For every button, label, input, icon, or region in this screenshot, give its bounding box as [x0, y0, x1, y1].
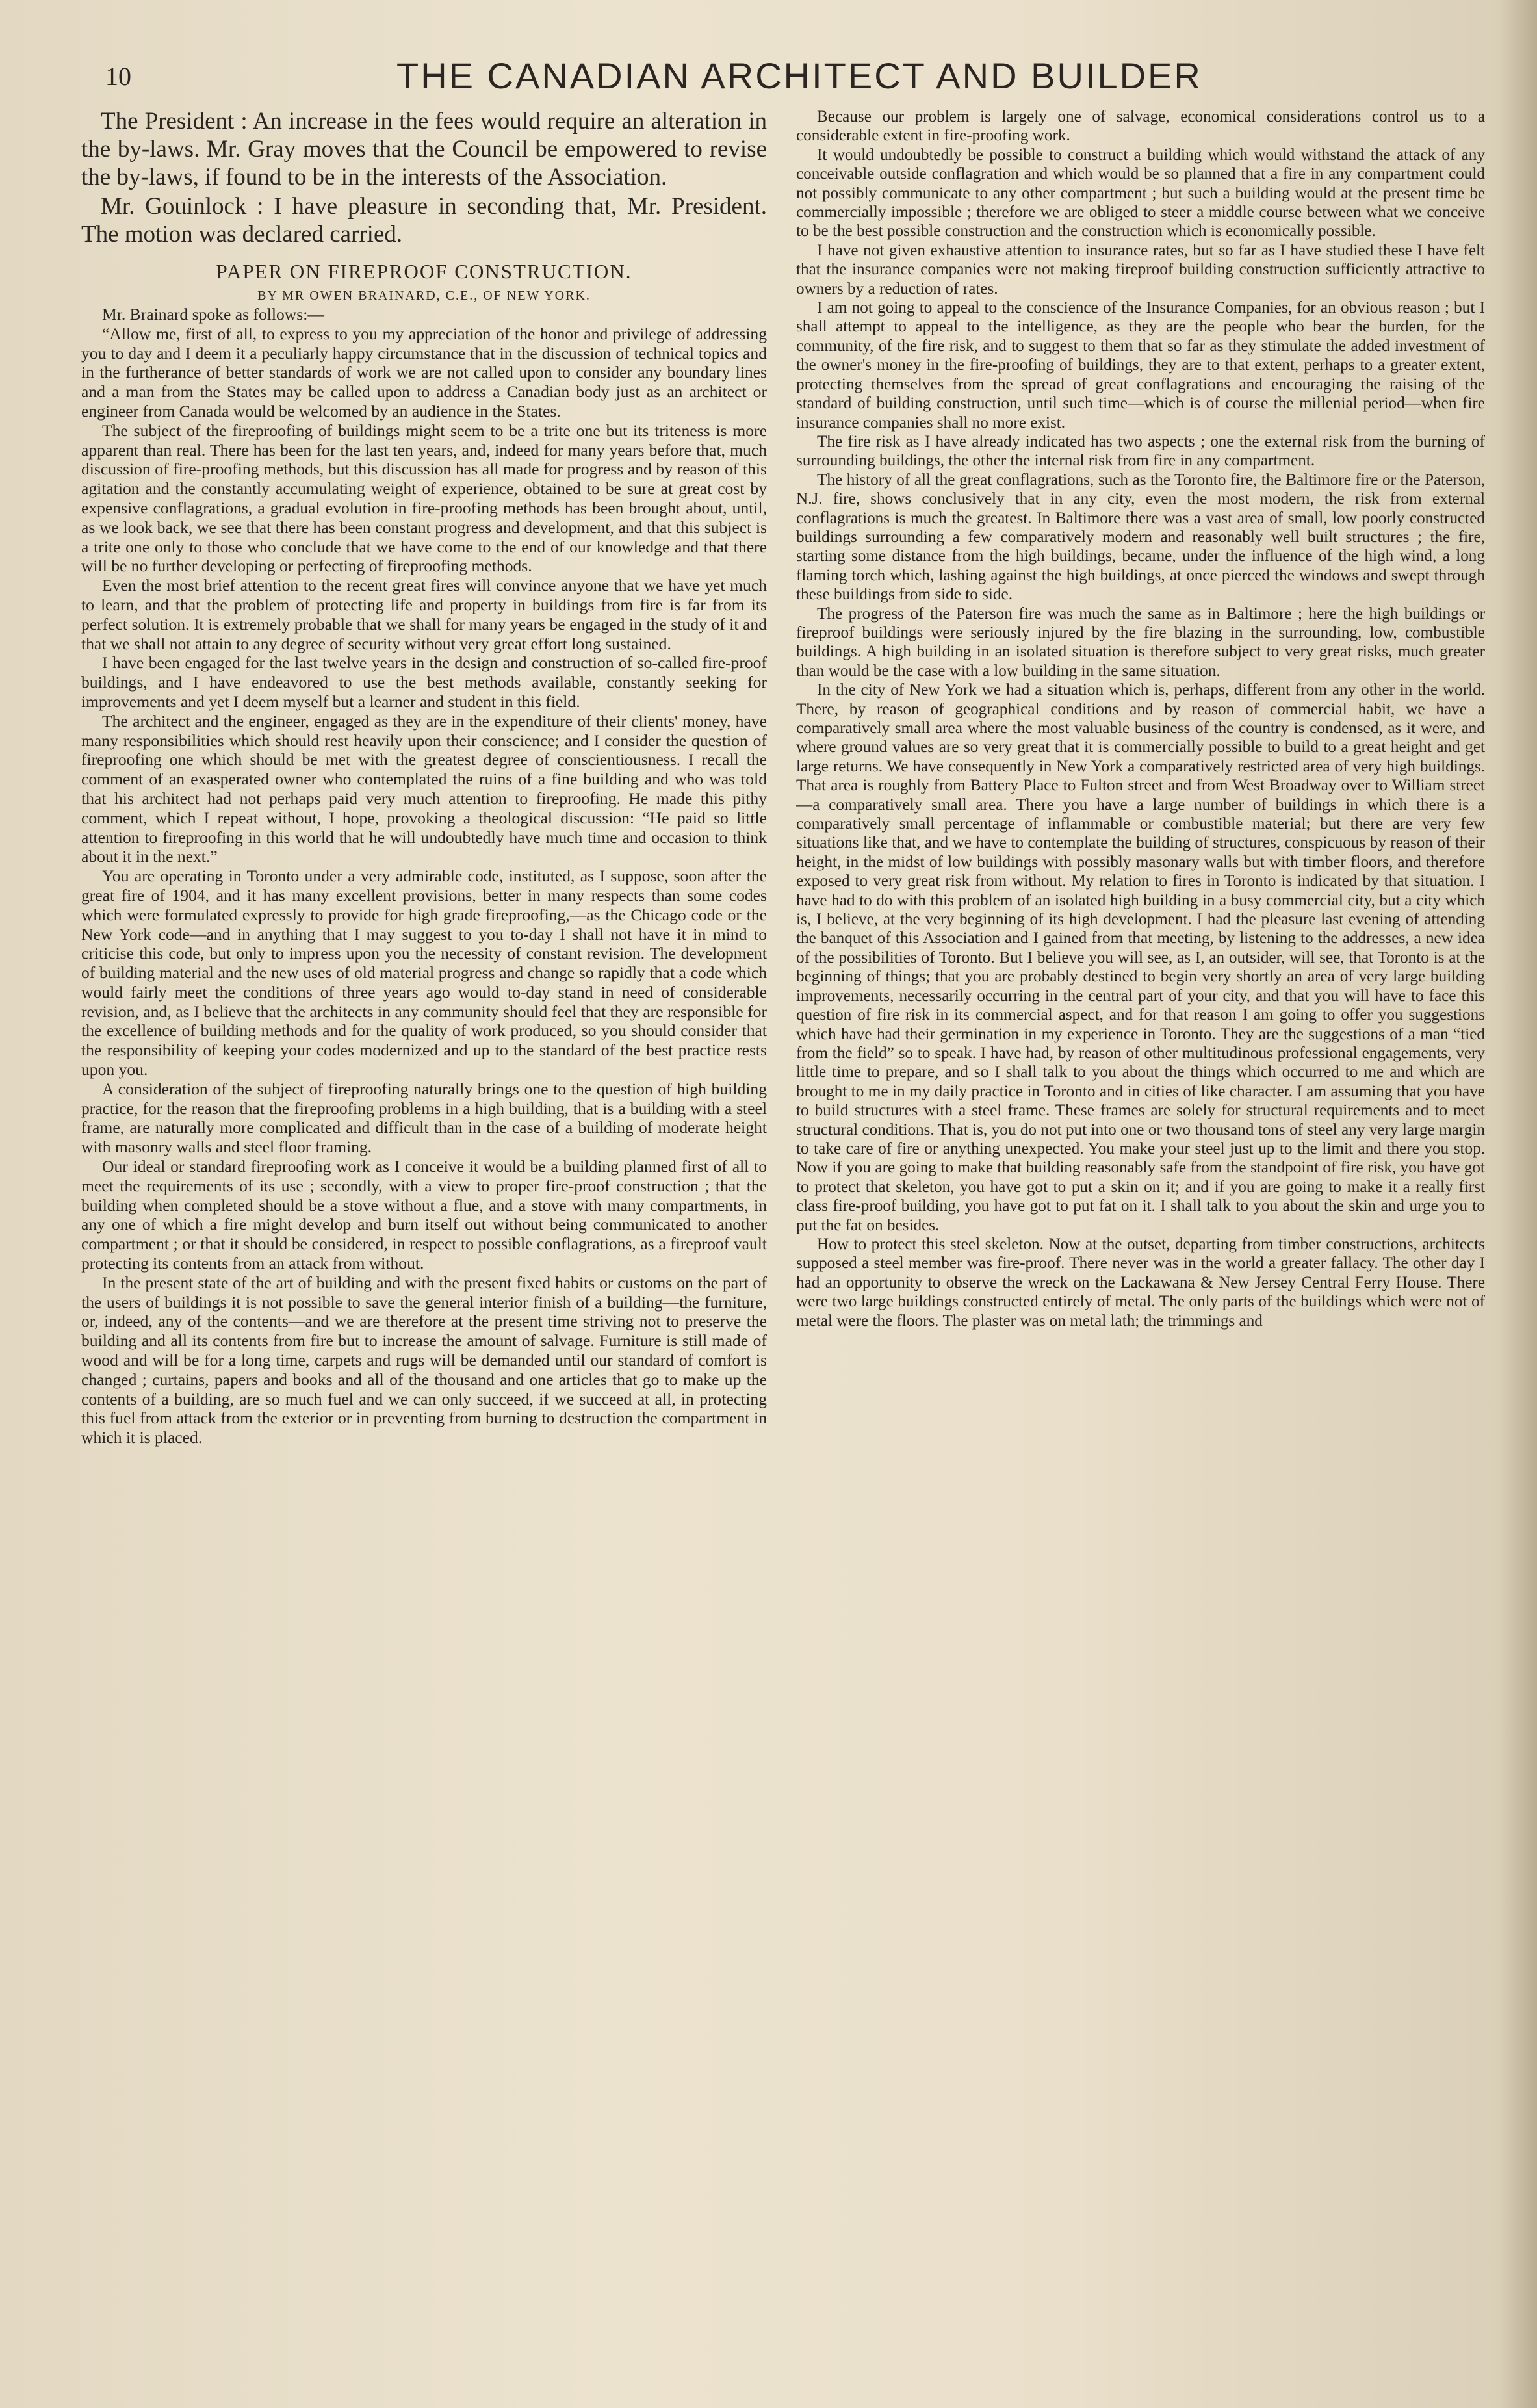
body-paragraph: Mr. Brainard spoke as follows:— — [102, 305, 324, 324]
body-paragraph: In the present state of the art of building and with the present fixed habits or customs on the part of the users of buildings it is not possible to save the general interior finish of a building—the furniture, or, indeed, any of the contents—and we are therefore at the present time striving not to preserve the building and all its contents from fire but to increase the amount of salvage. Furniture is still made of wood and will be for a long time, carpets and rugs will be demanded until our standard of comfort is changed ; curtains, papers and books and all of the thousand and one articles that go to make up the contents of a building, are so much fuel and we can only succeed, if we succeed at all, in protecting this fuel from attack from the exterior or in preventing from burning to destruction the compartment in which it is placed. — [81, 1273, 767, 1447]
body-paragraph: The architect and the engineer, engaged as they are in the expenditure of their clients' money, have many responsibilities which should rest heavily upon their conscience; and I consider the question of fireproofing one which should be met with the greatest degree of conscientiousness. I recall the comment of an exasperated owner who contemplated the ruins of a fine building and who was told that his architect had not perhaps paid very much attention to fireproofing. He made this pithy comment, which I repeat without, I hope, provoking a theological discussion: “He paid so little attention to fireproofing in this world that he will undoubtedly have much time and occasion to think about it in the next.” — [81, 711, 767, 866]
body-paragraph: It would undoubtedly be possible to construct a building which would withstand the attack of any conceivable outside conflagration and which would be so planned that a fire in any compartment could not possibly communicate to any other compartment ; but such a building would at the present time be commercially impossible ; therefore we are obliged to steer a middle course between what we conceive to be the best possible construction and the construction which is economically possible. — [796, 146, 1485, 240]
body-paragraph: The subject of the fireproofing of buildings might seem to be a trite one but its triteness is more apparent than real. There has been for the last ten years, and, indeed for many years before that, much discussion of fire-proofing methods, but this discussion has all made for progress and by reason of this agitation and the constantly accumulating weight of experience, obtained to be sure at great cost by expensive conflagrations, a gradual evolution in fire-proofing methods has been brought about, until, as we look back, we see that there has been constant progress and development, and that this subject is a trite one only to those who conclude that we have come to the end of our knowledge and that there will be no further developing or perfecting of fireproofing methods. — [81, 421, 767, 576]
body-paragraph: How to protect this steel skeleton. Now at the outset, departing from timber constructions, architects supposed a steel member was fire-proof. There never was in the world a greater fallacy. The other day I had an opportunity to observe the wreck on the Lackawana & New Jersey Central Ferry House. There were two large buildings constructed entirely of metal. The only parts of the buildings which were not of metal were the floors. The plaster was on metal lath; the trimmings and — [796, 1235, 1485, 1330]
body-paragraph: The progress of the Paterson fire was much the same as in Baltimore ; here the high buildings or fireproof buildings were seriously injured by the fire blazing in the surrounding, low, combustible buildings. A high building in an isolated situation is therefore subject to very great risks, much greater than would be the case with a low building in the same situation. — [796, 604, 1485, 680]
paper-title: PAPER ON FIREPROOF CONSTRUCTION. — [216, 260, 632, 283]
journal-title: THE CANADIAN ARCHITECT AND BUILDER — [396, 55, 1202, 96]
body-paragraph: “Allow me, first of all, to express to you my appreciation of the honor and privilege of addressing you to day and I deem it a peculiarly happy circumstance that in the discussion of technical topics and in the furtherance of better standards of work we are not called upon to consider any boundary lines and a man from the States may be called upon to address a Canadian body just as an architect or engineer from Canada would be welcomed by an audience in the States. — [81, 324, 767, 421]
opening-paragraph: The President : An increase in the fees would require an alteration in the by-laws. Mr. Gray moves that the Council be empowered to revise the by-laws, if found to be in the interests of the Association. — [81, 108, 767, 190]
body-paragraph: The history of all the great conflagrations, such as the Toronto fire, the Baltimore fire or the Paterson, N.J. fire, shows conclusively that in any city, even the most modern, the risk from external conflagrations is much the greatest. In Baltimore there was a vast area of small, low poorly constructed buildings surrounding a few comparatively modern and reasonably well built structures ; the fire, starting some distance from the high buildings, became, under the influence of the high wind, a long flaming torch which, lashing against the high buildings, at once pierced the windows and swept through these buildings from side to side. — [796, 471, 1485, 604]
body-paragraph: Our ideal or standard fireproofing work as I conceive it would be a building planned first of all to meet the requirements of its use ; secondly, with a view to proper fire-proof construction ; that the building when completed should be a stove without a flue, and a stove with many compartments, in any one of which a fire might develop and burn itself out without being communicated to another compartment ; or that it should be considered, in respect to possible conflagrations, as a fireproof vault protecting its contents from an attack from without. — [81, 1157, 767, 1273]
body-paragraph: The fire risk as I have already indicated has two aspects ; one the external risk from the burning of surrounding buildings, the other the internal risk from fire in any compartment. — [796, 432, 1485, 470]
body-paragraph: I have not given exhaustive attention to insurance rates, but so far as I have studied these I have felt that the insurance companies were not making fireproof building construction sufficiently attractive to owners by a reduction of rates. — [796, 241, 1485, 298]
body-paragraph: I have been engaged for the last twelve years in the design and construction of so-called fire-proof buildings, and I have endeavored to use the best methods available, constantly seeking for improvements and yet I deem myself but a learner and student in this field. — [81, 653, 767, 711]
left-column — [81, 107, 767, 2369]
paper-byline: BY MR OWEN BRAINARD, C.E., OF NEW YORK. — [257, 289, 591, 303]
body-paragraph: A consideration of the subject of fireproofing naturally brings one to the question of high building practice, for the reason that the fireproofing problems in a high building, that is a building with a steel frame, are naturally more complicated and difficult than in the case of a building of moderate height with masonry walls and steel floor framing. — [81, 1079, 767, 1157]
body-paragraph: You are operating in Toronto under a very admirable code, instituted, as I suppose, soon after the great fire of 1904, and it has many excellent provisions, better in many respects than some codes which were formulated expressly to provide for high grade fireproofing,—as the Chicago code or the New York code—and in anything that I may suggest to you to-day I shall not have it in mind to criticise this code, but only to impress upon you the necessity of constant revision. The development of building material and the new uses of old material progress and change so rapidly that a code which would fairly meet the conditions of three years ago would to-day stand in need of considerable revision, and, as I believe that the architects in any community should feel that they are responsible for the excellence of building methods and for the quality of work produced, so you should consider that the responsibility of keeping your codes modernized and up to the standard of the best practice rests upon you. — [81, 866, 767, 1080]
page-number: 10 — [105, 62, 131, 91]
page-header — [97, 55, 1469, 94]
body-paragraph: I am not going to appeal to the conscience of the Insurance Companies, for an obvious reason ; but I shall attempt to appeal to the intelligence, as they are the people who bear the burden, for the community, of the fire risk, and to suggest to them that so far as they stimulate the added investment of the owner's money in the fire-proofing of buildings, they are to that extent, perhaps to a greater extent, protecting themselves from the spread of great conflagrations and encouraging the raising of the standard of building construction, until such time—which is of course the millenial period—when fire insurance companies shall no more exist. — [796, 299, 1485, 432]
page-edge-shadow — [1498, 0, 1537, 2408]
body-paragraph: Even the most brief attention to the recent great fires will convince anyone that we have yet much to learn, and that the problem of protecting life and property in buildings from fire is far from its perfect solution. It is extremely probable that we shall for many years be engaged in the study of it and that we shall not attain to any degree of security without very great effort long sustained. — [81, 576, 767, 653]
body-paragraph: Because our problem is largely one of salvage, economical considerations control us to a considerable extent in fire-proofing work. — [796, 108, 1485, 145]
right-column — [796, 107, 1485, 2369]
body-paragraph: In the city of New York we had a situation which is, perhaps, different from any other in the world. There, by reason of geographical conditions and by reason of commercial habit, we have a comparatively small area where the most valuable business of the country is condensed, as it were, and where ground values are so very great that it is commercially possible to build to a great height and get large returns. We have consequently in New York a comparatively restricted area of very high buildings. That area is roughly from Battery Place to Fulton street and from West Broadway over to William street—a comparatively small area. There you have a large number of buildings in which there is a comparatively small percentage of inflammable or combustible material; but there are very few situations like that, and we have to contemplate the building of structures, conspicuous by reason of their height, in the midst of low buildings with possibly masonary walls but with timber floors, and therefore exposed to very great risk from without. My relation to fires in Toronto is indicated by that situation. I have had to do with this problem of an isolated high building in a busy commercial city, but a city which is, I believe, at the very beginning of its high development. I had the pleasure last evening of attending the banquet of this Association and I gained from that meeting, by listening to the addresses, a new idea of the possibilities of Toronto. But I believe you will see, as I, an outsider, will see, that Toronto is at the beginning of things; that you are probably destined to begin very shortly an area of very large building improvements, necessarily occurring in the central part of your city, and that you will have to face this question of fire risk in its commercial aspect, and for that reason I am going to offer you suggestions which have had their germination in my experience in Toronto. They are the suggestions of a man “tied from the field” so to speak. I have had, by reason of other multitudinous professional engagements, very little time to prepare, and so I shall talk to you about the things which occurred to me and which are brought to me in my daily practice in Toronto and in cities of like character. I am assuming that you have to build structures with a steel frame. These frames are solely for structural requirements and to meet structural conditions. That is, you do not put into one or two thousand tons of steel any very large margin to take care of fire or anything unexpected. You make your steel just up to the limit and there you stop. Now if you are going to make that building reasonably safe from the standpoint of fire risk, you have got to protect that skeleton, you have got to put a skin on it; and if you are going to make it a really first class fire-proof building, you have got to put fat on it. I shall talk to you about the skin and urge you to put the fat on besides. — [796, 681, 1485, 1234]
opening-paragraph: Mr. Gouinlock : I have pleasure in seconding that, Mr. President. The motion was declared carried. — [81, 193, 767, 248]
